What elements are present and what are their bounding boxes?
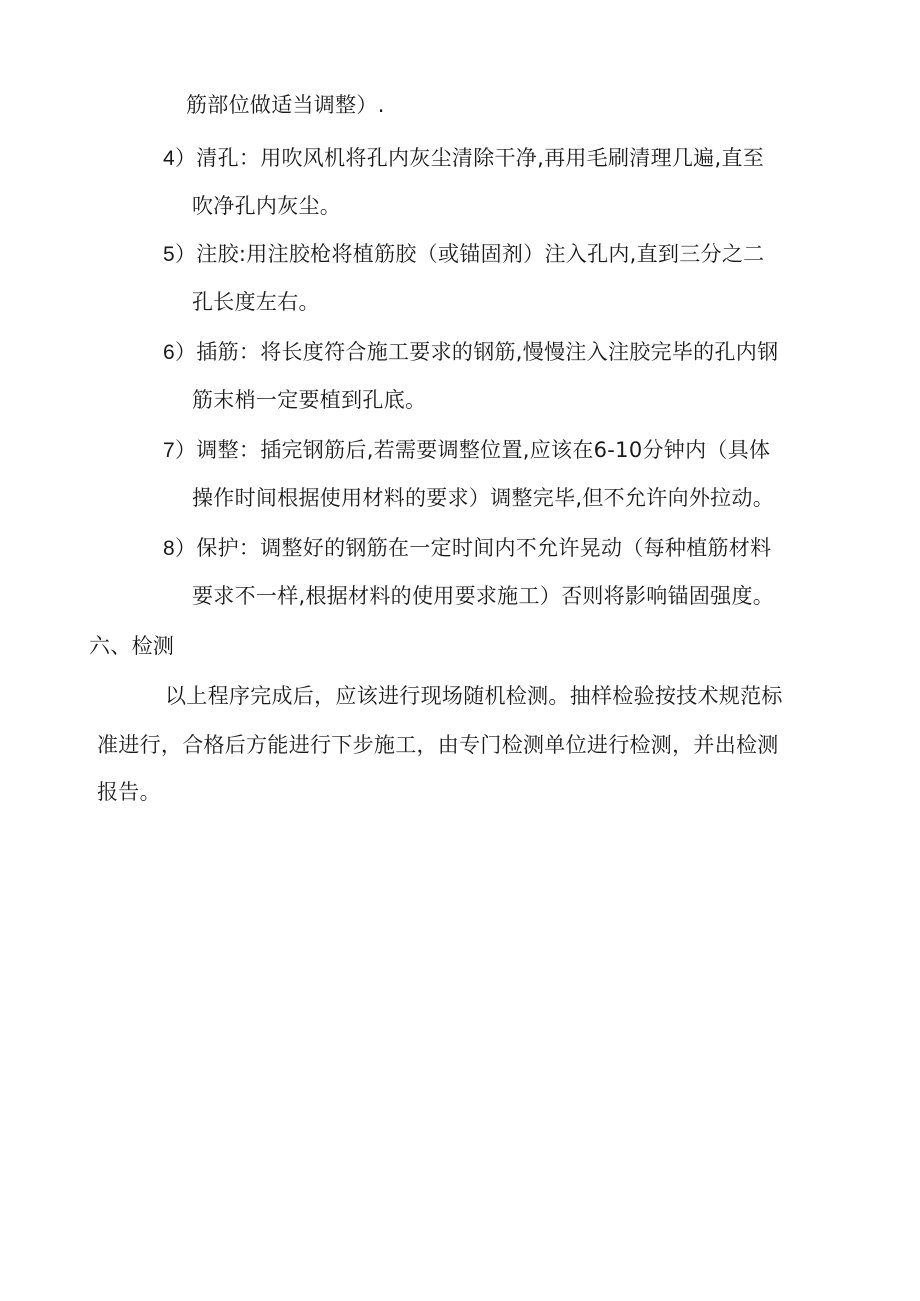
step-text: 插筋：将长度符合施工要求的钢筋,慢慢注入注胶完毕的孔内钢 bbox=[196, 340, 779, 364]
step-text: 保护：调整好的钢筋在一定时间内不允许晃动（每种植筋材料 bbox=[196, 536, 772, 560]
paragraph-line-3: 报告。 bbox=[97, 780, 161, 804]
step-number: 5 bbox=[163, 243, 175, 266]
step-7-line-1 bbox=[163, 435, 770, 466]
paragraph-line-2: 准进行，合格后方能进行下步施工，由专门检测单位进行检测，并出检测 bbox=[97, 733, 779, 757]
step-5-line-1 bbox=[163, 239, 764, 270]
step-4-line-1 bbox=[163, 143, 764, 174]
step-number: 6 bbox=[163, 341, 175, 364]
step-text: 注胶:用注胶枪将植筋胶（或锚固剂）注入孔内,直到三分之二 bbox=[196, 242, 765, 266]
step-number: 7 bbox=[163, 439, 175, 462]
step-8-line-1 bbox=[163, 533, 771, 564]
step-paren: ） bbox=[174, 340, 197, 364]
step-paren: ） bbox=[174, 438, 197, 462]
step-paren: ） bbox=[174, 146, 197, 170]
section-heading: 六、检测 bbox=[89, 634, 175, 658]
paragraph-line-1: 以上程序完成后，应该进行现场随机检测。抽样检验按技术规范标 bbox=[165, 684, 783, 708]
step-7-line-2: 操作时间根据使用材料的要求）调整完毕,但不允许向外拉动。 bbox=[192, 486, 775, 510]
step-number: 4 bbox=[163, 147, 175, 170]
step-8-line-2: 要求不一样,根据材料的使用要求施工）否则将影响锚固强度。 bbox=[192, 584, 775, 608]
continuation-line: 筋部位做适当调整）. bbox=[186, 93, 385, 117]
step-6-line-2: 筋末梢一定要植到孔底。 bbox=[192, 388, 427, 412]
step-text: 调整：插完钢筋后,若需要调整位置,应该在6-10分钟内（具体 bbox=[196, 438, 771, 462]
step-text: 清孔：用吹风机将孔内灰尘清除干净,再用毛刷清理几遍,直至 bbox=[196, 146, 765, 170]
step-4-line-2: 吹净孔内灰尘。 bbox=[192, 194, 342, 218]
step-paren: ） bbox=[174, 242, 197, 266]
step-6-line-1 bbox=[163, 337, 778, 368]
step-paren: ） bbox=[174, 536, 197, 560]
step-5-line-2: 孔长度左右。 bbox=[192, 290, 320, 314]
step-number: 8 bbox=[163, 537, 175, 560]
